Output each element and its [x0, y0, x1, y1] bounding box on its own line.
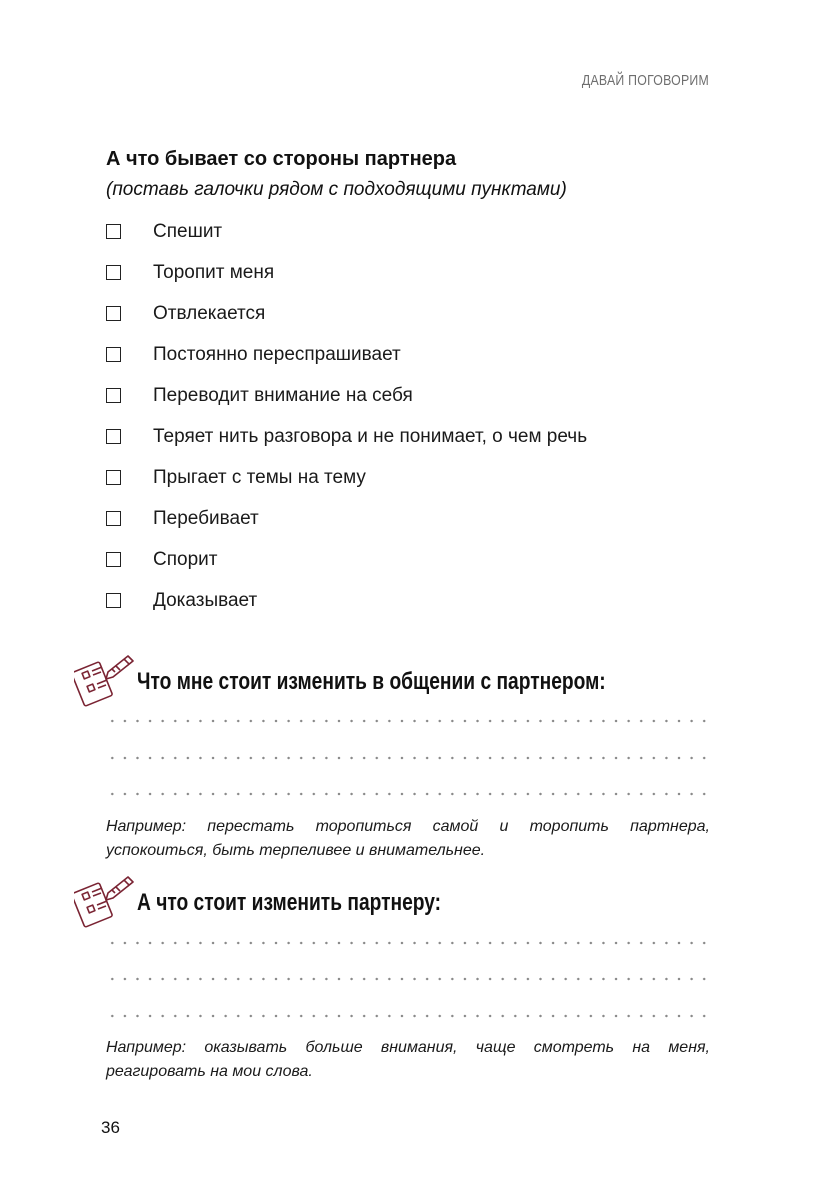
running-header: ДАВАЙ ПОГОВОРИМ: [581, 72, 709, 89]
checkbox[interactable]: [106, 306, 121, 321]
checklist-item-label: Постоянно переспрашивает: [153, 344, 401, 365]
checklist-item[interactable]: [106, 384, 587, 425]
page-number: 36: [101, 1118, 120, 1137]
checklist-item[interactable]: [106, 589, 587, 630]
checklist-item[interactable]: [106, 220, 587, 261]
partner-checklist: [106, 220, 587, 630]
answer-line[interactable]: [106, 941, 710, 945]
checklist-item-label: Доказывает: [153, 590, 258, 611]
checklist-item[interactable]: [106, 425, 587, 466]
section-title: А что бывает со стороны партнера: [106, 148, 457, 170]
checkbox[interactable]: [106, 265, 121, 280]
checkbox[interactable]: [106, 593, 121, 608]
section-subtitle: (поставь галочки рядом с подходящими пунктами): [106, 179, 567, 200]
checklist-item[interactable]: [106, 548, 587, 589]
answer-line[interactable]: [106, 792, 710, 796]
checklist-item[interactable]: [106, 343, 587, 384]
checklist-item-label: Перебивает: [153, 508, 259, 529]
checkbox[interactable]: [106, 511, 121, 526]
checkbox[interactable]: [106, 388, 121, 403]
answer-line[interactable]: [106, 1014, 710, 1018]
example-text: Например: перестать торопиться самой и торопить партнера, успокоиться, быть терпеливее и внимательнее.: [106, 818, 710, 859]
checkbox[interactable]: [106, 347, 121, 362]
answer-line[interactable]: [106, 719, 710, 723]
answer-line[interactable]: [106, 977, 710, 981]
checklist-item-label: Переводит внимание на себя: [153, 385, 413, 406]
checkbox[interactable]: [106, 470, 121, 485]
checklist-item[interactable]: [106, 466, 587, 507]
checklist-item-label: Отвлекается: [153, 303, 266, 324]
checklist-item[interactable]: [106, 261, 587, 302]
checklist-item-label: Теряет нить разговора и не понимает, о чем речь: [153, 426, 588, 447]
exercise-heading: А что стоит изменить партнеру:: [137, 889, 442, 916]
checklist-item-label: Спешит: [153, 221, 223, 242]
checklist-icon: [74, 652, 136, 708]
exercise-heading: Что мне стоит изменить в общении с партнером:: [137, 668, 606, 695]
checkbox[interactable]: [106, 429, 121, 444]
example-text: Например: оказывать больше внимания, чаще смотреть на меня, реагировать на мои слова.: [106, 1039, 710, 1080]
checklist-item-label: Торопит меня: [153, 262, 275, 283]
checklist-item-label: Прыгает с темы на тему: [153, 467, 366, 488]
checklist-item-label: Спорит: [153, 549, 218, 570]
checklist-item[interactable]: [106, 507, 587, 548]
checkbox[interactable]: [106, 552, 121, 567]
checklist-icon: [74, 873, 136, 929]
checkbox[interactable]: [106, 224, 121, 239]
checklist-item[interactable]: [106, 302, 587, 343]
answer-line[interactable]: [106, 756, 710, 760]
